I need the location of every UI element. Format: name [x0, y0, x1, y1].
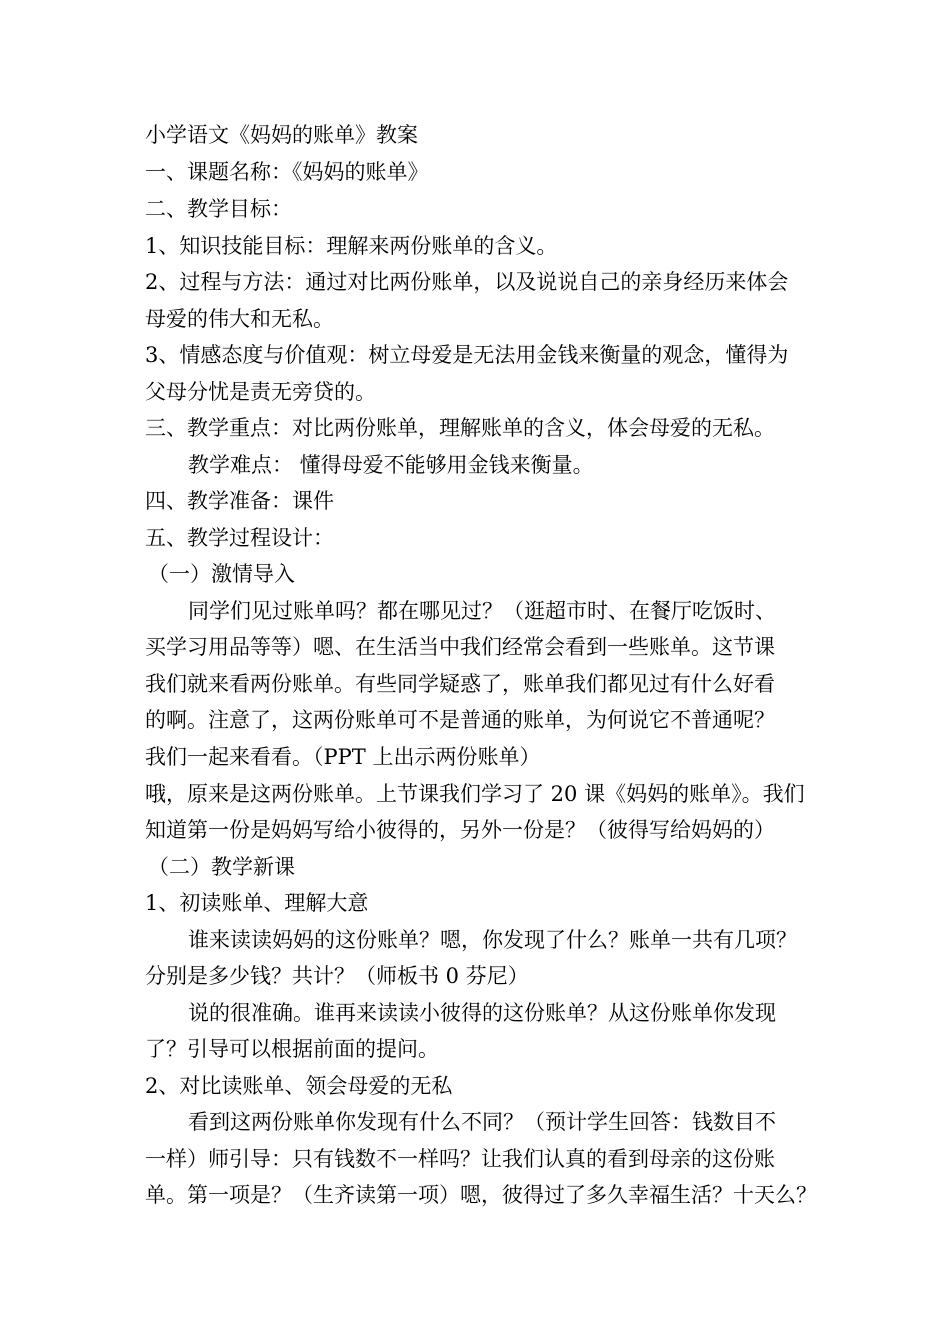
text-line: 哦，原来是这两份账单。上节课我们学习了 20 课《妈妈的账单》。我们 [145, 782, 805, 806]
text-line: 看到这两份账单你发现有什么不同？（预计学生回答：钱数目不 [188, 1110, 776, 1134]
text-line: 教学难点： 懂得母爱不能够用金钱来衡量。 [188, 453, 594, 477]
text-line: 单。第一项是？（生齐读第一项）嗯，彼得过了多久幸福生活？十天么？ [145, 1183, 817, 1207]
text-line: 谁来读读妈妈的这份账单？嗯，你发现了什么？账单一共有几项？ [188, 928, 797, 952]
text-line: 1、初读账单、理解大意 [145, 891, 369, 915]
text-line: 同学们见过账单吗？都在哪见过？（逛超市时、在餐厅吃饭时、 [188, 599, 776, 623]
text-line: 三、教学重点：对比两份账单，理解账单的含义，体会母爱的无私。 [145, 416, 775, 440]
section-heading: （二）教学新课 [148, 855, 295, 879]
text-line: 四、教学准备：课件 [145, 489, 334, 513]
text-line: 二、教学目标： [145, 197, 292, 221]
text-line: 一样）师引导：只有钱数不一样吗？让我们认真的看到母亲的这份账 [145, 1147, 775, 1171]
text-line: 1、知识技能目标：理解来两份账单的含义。 [145, 234, 558, 258]
text-line: 2、过程与方法：通过对比两份账单，以及说说自己的亲身经历来体会 [145, 270, 789, 294]
text-line: 知道第一份是妈妈写给小彼得的，另外一份是？（彼得写给妈妈的） [145, 818, 775, 842]
text-line: 我们一起来看看。（PPT 上出示两份账单） [145, 745, 541, 769]
text-line: 3、情感态度与价值观：树立母爱是无法用金钱来衡量的观念，懂得为 [145, 343, 789, 367]
text-line: 分别是多少钱？共计？（师板书 0 芬尼） [145, 964, 529, 988]
text-line: 的啊。注意了，这两份账单可不是普通的账单，为何说它不普通呢？ [145, 708, 775, 732]
document-title: 小学语文《妈妈的账单》教案 [145, 123, 418, 147]
text-line: 买学习用品等等）嗯、在生活当中我们经常会看到一些账单。这节课 [145, 635, 775, 659]
text-line: 了？引导可以根据前面的提问。 [145, 1037, 439, 1061]
text-line: 五、教学过程设计： [145, 526, 334, 550]
section-heading: （一）激情导入 [148, 562, 295, 586]
text-line: 我们就来看两份账单。有些同学疑惑了，账单我们都见过有什么好看 [145, 672, 775, 696]
text-line: 2、对比读账单、领会母爱的无私 [145, 1074, 453, 1098]
text-line: 母爱的伟大和无私。 [145, 307, 334, 331]
text-line: 父母分忧是责无旁贷的。 [145, 380, 376, 404]
text-line: 说的很准确。谁再来读读小彼得的这份账单？从这份账单你发现 [188, 1001, 776, 1025]
text-line: 一、课题名称：《妈妈的账单》 [145, 160, 429, 184]
